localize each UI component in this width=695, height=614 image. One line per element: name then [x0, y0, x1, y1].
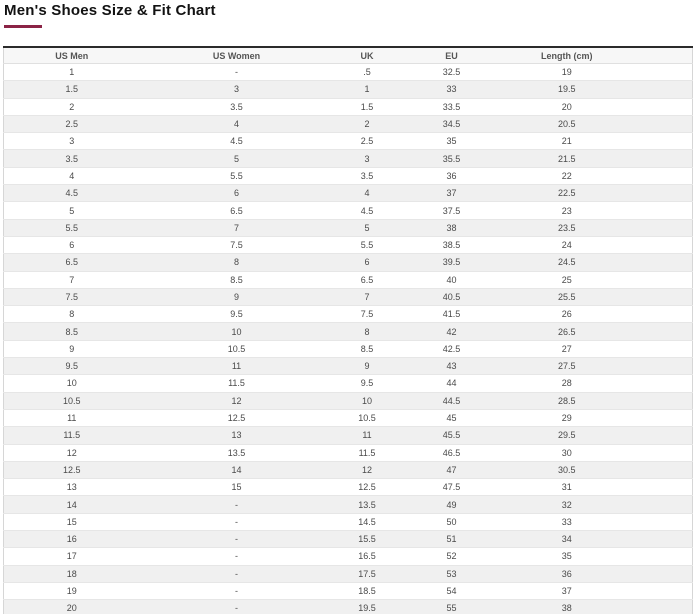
table-cell: 33.5 — [401, 98, 503, 115]
table-cell: 22.5 — [503, 185, 693, 202]
table-cell: 12.5 — [140, 409, 334, 426]
table-cell: 4.5 — [4, 185, 140, 202]
table-cell: 3 — [140, 81, 334, 98]
table-row — [4, 288, 693, 305]
column-header-eu: EU — [401, 47, 503, 64]
table-cell: 7 — [334, 288, 401, 305]
table-cell: 25.5 — [503, 288, 693, 305]
table-cell: 45 — [401, 409, 503, 426]
table-row — [4, 513, 693, 530]
table-cell: 33 — [401, 81, 503, 98]
table-cell: 51 — [401, 531, 503, 548]
table-row — [4, 81, 693, 98]
table-cell: 10.5 — [140, 340, 334, 357]
table-cell: 1.5 — [334, 98, 401, 115]
table-cell: 12 — [334, 461, 401, 478]
table-cell: 36 — [401, 167, 503, 184]
column-header-uk: UK — [334, 47, 401, 64]
table-cell: 1 — [4, 64, 140, 81]
table-cell: 19.5 — [503, 81, 693, 98]
table-row — [4, 340, 693, 357]
table-cell: 30 — [503, 444, 693, 461]
table-cell: 1.5 — [4, 81, 140, 98]
table-cell: 40.5 — [401, 288, 503, 305]
table-cell: .5 — [334, 64, 401, 81]
table-cell: - — [140, 582, 334, 599]
table-cell: 3.5 — [334, 167, 401, 184]
table-cell: 33 — [503, 513, 693, 530]
table-cell: - — [140, 64, 334, 81]
table-row — [4, 254, 693, 271]
table-cell: 18.5 — [334, 582, 401, 599]
table-cell: - — [140, 531, 334, 548]
table-cell: 50 — [401, 513, 503, 530]
table-cell: 8.5 — [334, 340, 401, 357]
table-row — [4, 185, 693, 202]
table-cell: 10 — [334, 392, 401, 409]
table-cell: 8.5 — [140, 271, 334, 288]
table-cell: 27.5 — [503, 358, 693, 375]
table-body — [4, 64, 693, 614]
table-cell: 6.5 — [4, 254, 140, 271]
table-cell: 15.5 — [334, 531, 401, 548]
table-cell: 35 — [503, 548, 693, 565]
table-cell: 46.5 — [401, 444, 503, 461]
table-cell: - — [140, 496, 334, 513]
table-cell: 8 — [4, 306, 140, 323]
table-cell: 10 — [140, 323, 334, 340]
table-cell: 47 — [401, 461, 503, 478]
table-cell: 21.5 — [503, 150, 693, 167]
table-cell: 45.5 — [401, 427, 503, 444]
table-cell: 4 — [4, 167, 140, 184]
column-header-us-men: US Men — [4, 47, 140, 64]
table-row — [4, 479, 693, 496]
table-cell: 2 — [334, 115, 401, 132]
table-cell: 5.5 — [140, 167, 334, 184]
table-cell: 29 — [503, 409, 693, 426]
table-cell: 42 — [401, 323, 503, 340]
table-row — [4, 323, 693, 340]
table-cell: 34.5 — [401, 115, 503, 132]
table-cell: 11.5 — [4, 427, 140, 444]
table-row — [4, 427, 693, 444]
size-chart-table — [3, 46, 693, 614]
table-row — [4, 444, 693, 461]
table-cell: 17.5 — [334, 565, 401, 582]
table-cell: 38 — [503, 600, 693, 614]
table-cell: 41.5 — [401, 306, 503, 323]
table-cell: 8 — [334, 323, 401, 340]
table-cell: 8.5 — [4, 323, 140, 340]
table-row — [4, 582, 693, 599]
table-cell: 44 — [401, 375, 503, 392]
table-cell: 7 — [4, 271, 140, 288]
table-cell: 16.5 — [334, 548, 401, 565]
table-row — [4, 98, 693, 115]
table-cell: 9 — [140, 288, 334, 305]
table-cell: 11 — [334, 427, 401, 444]
table-cell: - — [140, 565, 334, 582]
table-row — [4, 167, 693, 184]
table-cell: 37.5 — [401, 202, 503, 219]
table-cell: 26.5 — [503, 323, 693, 340]
table-cell: 14 — [140, 461, 334, 478]
table-cell: - — [140, 548, 334, 565]
table-row — [4, 219, 693, 236]
table-cell: 43 — [401, 358, 503, 375]
table-row — [4, 461, 693, 478]
table-cell: 11.5 — [334, 444, 401, 461]
table-cell: 7.5 — [334, 306, 401, 323]
table-cell: 8 — [140, 254, 334, 271]
table-cell: 12 — [140, 392, 334, 409]
table-cell: 5 — [140, 150, 334, 167]
table-row — [4, 496, 693, 513]
page-title: Men's Shoes Size & Fit Chart — [4, 2, 216, 19]
table-row — [4, 409, 693, 426]
table-row — [4, 306, 693, 323]
table-cell: 4 — [140, 115, 334, 132]
table-header-row — [4, 47, 693, 64]
table-cell: 6 — [140, 185, 334, 202]
table-row — [4, 565, 693, 582]
table-cell: 15 — [140, 479, 334, 496]
table-cell: 32.5 — [401, 64, 503, 81]
table-cell: 24 — [503, 236, 693, 253]
table-cell: 28 — [503, 375, 693, 392]
table-cell: 20 — [4, 600, 140, 614]
table-row — [4, 531, 693, 548]
table-cell: 40 — [401, 271, 503, 288]
table-cell: 5 — [334, 219, 401, 236]
column-header-length-cm: Length (cm) — [503, 47, 693, 64]
table-cell: 37 — [503, 582, 693, 599]
table-cell: 49 — [401, 496, 503, 513]
table-cell: 54 — [401, 582, 503, 599]
table-cell: 3 — [334, 150, 401, 167]
table-cell: 36 — [503, 565, 693, 582]
table-cell: 2 — [4, 98, 140, 115]
table-cell: 9.5 — [4, 358, 140, 375]
table-cell: 6.5 — [334, 271, 401, 288]
table-cell: 12.5 — [4, 461, 140, 478]
table-row — [4, 133, 693, 150]
table-cell: 20.5 — [503, 115, 693, 132]
table-cell: 9 — [334, 358, 401, 375]
table-cell: 7 — [140, 219, 334, 236]
table-cell: 35.5 — [401, 150, 503, 167]
table-cell: 13 — [4, 479, 140, 496]
table-row — [4, 115, 693, 132]
table-cell: 3 — [4, 133, 140, 150]
table-row — [4, 392, 693, 409]
table-cell: 13 — [140, 427, 334, 444]
table-cell: - — [140, 513, 334, 530]
table-cell: 4.5 — [334, 202, 401, 219]
table-cell: 23 — [503, 202, 693, 219]
table-cell: 20 — [503, 98, 693, 115]
table-cell: 19 — [4, 582, 140, 599]
table-cell: 26 — [503, 306, 693, 323]
table-cell: 2.5 — [4, 115, 140, 132]
table-cell: 29.5 — [503, 427, 693, 444]
table-cell: 14.5 — [334, 513, 401, 530]
table-cell: 32 — [503, 496, 693, 513]
table-cell: 35 — [401, 133, 503, 150]
table-row — [4, 358, 693, 375]
table-cell: 4.5 — [140, 133, 334, 150]
table-cell: 44.5 — [401, 392, 503, 409]
table-cell: 15 — [4, 513, 140, 530]
table-cell: 7.5 — [4, 288, 140, 305]
table-cell: 3.5 — [140, 98, 334, 115]
table-cell: - — [140, 600, 334, 614]
table-cell: 34 — [503, 531, 693, 548]
table-cell: 13.5 — [334, 496, 401, 513]
table-row — [4, 271, 693, 288]
table-cell: 5 — [4, 202, 140, 219]
table-row — [4, 236, 693, 253]
table-row — [4, 548, 693, 565]
table-cell: 19 — [503, 64, 693, 81]
table-cell: 6 — [4, 236, 140, 253]
table-cell: 25 — [503, 271, 693, 288]
table-cell: 11.5 — [140, 375, 334, 392]
table-cell: 53 — [401, 565, 503, 582]
table-row — [4, 375, 693, 392]
column-header-us-women: US Women — [140, 47, 334, 64]
table-cell: 5.5 — [334, 236, 401, 253]
table-cell: 16 — [4, 531, 140, 548]
table-cell: 23.5 — [503, 219, 693, 236]
table-cell: 1 — [334, 81, 401, 98]
table-cell: 10.5 — [334, 409, 401, 426]
table-cell: 6 — [334, 254, 401, 271]
table-cell: 38.5 — [401, 236, 503, 253]
table-cell: 38 — [401, 219, 503, 236]
table-cell: 11 — [140, 358, 334, 375]
table-cell: 10.5 — [4, 392, 140, 409]
table-cell: 22 — [503, 167, 693, 184]
table-row — [4, 64, 693, 81]
table-row — [4, 202, 693, 219]
table-cell: 5.5 — [4, 219, 140, 236]
table-cell: 11 — [4, 409, 140, 426]
table-cell: 12.5 — [334, 479, 401, 496]
table-cell: 47.5 — [401, 479, 503, 496]
table-cell: 21 — [503, 133, 693, 150]
table-cell: 3.5 — [4, 150, 140, 167]
table-cell: 2.5 — [334, 133, 401, 150]
table-cell: 19.5 — [334, 600, 401, 614]
table-cell: 9 — [4, 340, 140, 357]
table-cell: 28.5 — [503, 392, 693, 409]
table-cell: 4 — [334, 185, 401, 202]
table-cell: 12 — [4, 444, 140, 461]
table-cell: 30.5 — [503, 461, 693, 478]
table-cell: 10 — [4, 375, 140, 392]
table-cell: 27 — [503, 340, 693, 357]
table-cell: 31 — [503, 479, 693, 496]
table-cell: 9.5 — [140, 306, 334, 323]
table-cell: 9.5 — [334, 375, 401, 392]
table-cell: 42.5 — [401, 340, 503, 357]
table-cell: 37 — [401, 185, 503, 202]
table-cell: 55 — [401, 600, 503, 614]
table-cell: 52 — [401, 548, 503, 565]
title-underline-accent — [4, 25, 42, 28]
table-cell: 39.5 — [401, 254, 503, 271]
table-cell: 13.5 — [140, 444, 334, 461]
table-cell: 6.5 — [140, 202, 334, 219]
table-cell: 24.5 — [503, 254, 693, 271]
table-cell: 17 — [4, 548, 140, 565]
table-row — [4, 600, 693, 614]
table-cell: 7.5 — [140, 236, 334, 253]
table-row — [4, 150, 693, 167]
table-cell: 18 — [4, 565, 140, 582]
table-cell: 14 — [4, 496, 140, 513]
